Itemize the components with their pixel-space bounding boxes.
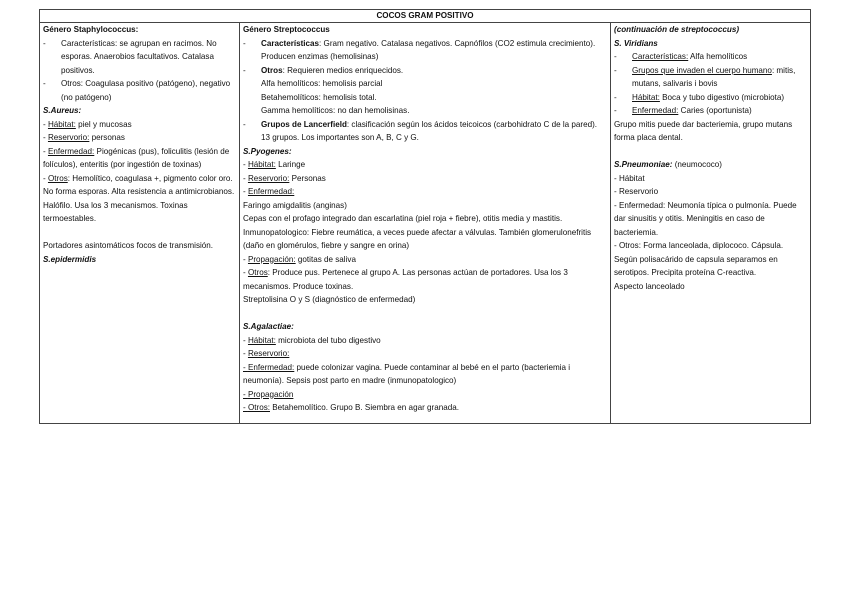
list-item: - Grupos que invaden el cuerpo humano: mitis, mutans, salivaris i bovis <box>614 65 796 88</box>
list-item: - Hábitat: Boca y tubo digestivo (microbiota) <box>614 92 785 102</box>
pneumoniae-line: - Otros: Forma lanceolada, diplococo. Cápsula. Según polisacárido de capsula separamos en serotipos. Precipita proteína C-reactiva. <box>614 241 784 277</box>
mitis-note: Grupo mitis puede dar bacteriemia, grupo mutans forma placa dental. <box>614 119 793 142</box>
list-item: - Características: Alfa hemolíticos <box>614 52 748 61</box>
table-title: COCOS GRAM POSITIVO <box>40 10 811 23</box>
agalactiae-heading: S.Agalactiae: <box>243 322 294 331</box>
pyogenes-e2: Cepas con el profago integrado dan escarlatina (piel roja + fiebre), otitis media y mastitis. <box>243 214 563 223</box>
list-item: - Otros: Requieren medios enriquecidos. Alfa hemolíticos: hemolisis parcial Betahemolíticos: hemolisis total. Gamma hemolíticos: no dan hemolisinas. <box>243 65 410 115</box>
pyogenes-propagacion: - Propagación: gotitas de saliva <box>243 254 356 264</box>
viridians-heading: S. Viridians <box>614 38 658 48</box>
agalactiae-otros: - Otros: Betahemolítico. Grupo B. Siembra en agar granada. <box>243 403 459 412</box>
pyogenes-otros: - Otros: Produce pus. Pertenece al grupo A. Las personas actúan de portadores. Usa los 3 mecanismos. Produce toxinas. <box>243 268 568 291</box>
list-item: - Características: se agrupan en racimos. No esporas. Anaerobios facultativos. Catalasa positivos. <box>43 38 217 75</box>
staph-heading: Género Staphylococcus: <box>43 25 139 34</box>
content-row <box>40 23 811 424</box>
notes-table <box>39 9 811 424</box>
pneumoniae-line: - Hábitat <box>614 173 645 183</box>
pyogenes-enfermedad: - Enfermedad: <box>243 187 295 196</box>
pneumoniae-line: - Reservorio <box>614 187 659 196</box>
gamma-line: Gamma hemolíticos: no dan hemolisinas. <box>261 106 410 115</box>
list-item: - Características: Gram negativo. Catalasa negativos. Capnófilos (CO2 estimula crecimiento). Producen enzimas (hemolisinas) <box>243 38 596 61</box>
pyogenes-reservorio: - Reservorio: Personas <box>243 173 326 183</box>
pyogenes-streptolisina: Streptolisina O y S (diagnóstico de enfermedad) <box>243 295 416 304</box>
aureus-habitat: - Hábitat: piel y mucosas <box>43 119 132 129</box>
pneumoniae-line: Aspecto lanceolado <box>614 281 685 291</box>
agalactiae-propagacion: - Propagación <box>243 389 294 399</box>
list-item: - Grupos de Lancerfield: clasificación según los ácidos teicoicos (carbohidrato C de la pared). 13 grupos. Los importantes son A, B, C y G. <box>243 119 598 142</box>
pyogenes-e1: Faringo amigdalitis (anginas) <box>243 200 347 210</box>
epidermidis-heading: S.epidermidis <box>43 254 97 264</box>
column-staphylococcus <box>40 23 240 424</box>
notes-table-sheet <box>39 9 810 424</box>
alfa-line: Alfa hemolíticos: hemolisis parcial <box>261 79 383 88</box>
aureus-otros: - Otros: Hemolítico, coagulasa +, pigmento color oro. No forma esporas. Alta resistencia a antimicrobianos. Halófilo. Usa los 3 mecanismos. Toxinas termoestables. <box>43 173 235 223</box>
agalactiae-enfermedad: - Enfermedad: puede colonizar vagina. Puede contaminar al bebé en el parto (bacteriemia i neumonía). Sepsis post parto en madre (inmunopatologico) <box>243 362 571 385</box>
agalactiae-reservorio: - Reservorio: <box>243 349 290 358</box>
aureus-enfermedad: - Enfermedad: Piogénicas (pus), foliculitis (lesión de folículos), enteritis (por ingestión de toxinas) <box>43 146 230 169</box>
aureus-heading: S.Aureus: <box>43 106 82 115</box>
list-item: - Otros: Coagulasa positivo (patógeno), negativo (no patógeno) <box>43 79 231 102</box>
column-streptococcus <box>240 23 611 424</box>
pneumoniae-line: - Enfermedad: Neumonía típica o pulmonía. Puede dar sinusitis y otitis. Meningitis en caso de bacteriemia. <box>614 200 797 237</box>
column-streptococcus-continued <box>611 23 811 424</box>
list-item: - Enfermedad: Caries (oportunista) <box>614 106 752 115</box>
aureus-portadores: Portadores asintomáticos focos de transmisión. <box>43 241 214 250</box>
title-row <box>40 10 811 23</box>
agalactiae-habitat: - Hábitat: microbiota del tubo digestivo <box>243 335 381 345</box>
pyogenes-heading: S.Pyogenes: <box>243 146 292 156</box>
continuation-heading: (continuación de streptococcus) <box>614 25 740 34</box>
pyogenes-e3: Inmunopatologico: Fiebre reumática, a veces puede afectar a válvulas. También glomerulonefritis (daño en glomérulos, fiebre y sangre en orina) <box>243 227 592 250</box>
beta-line: Betahemolíticos: hemolisis total. <box>261 92 377 102</box>
strep-heading: Género Streptococcus <box>243 25 330 34</box>
pneumoniae-heading: S.Pneumoniae: (neumococo) <box>614 160 722 169</box>
pyogenes-habitat: - Hábitat: Laringe <box>243 160 306 169</box>
aureus-reservorio: - Reservorio: personas <box>43 133 125 142</box>
